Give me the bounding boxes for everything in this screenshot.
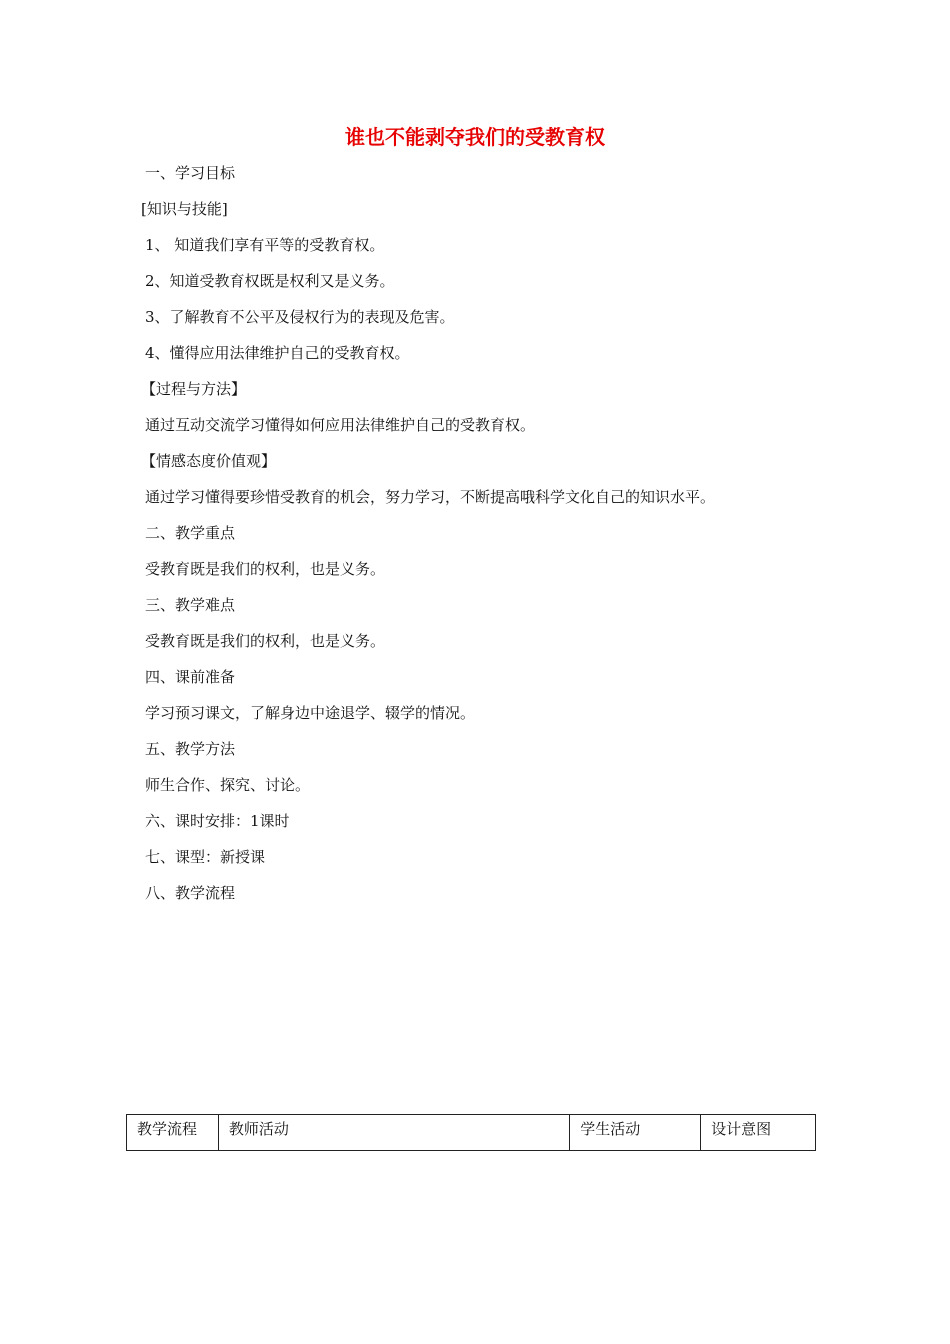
header-cell-teacher-activity: 教师活动 (218, 1115, 569, 1151)
table-header-row (127, 1115, 816, 1151)
process-method-text: 通过互动交流学习懂得如何应用法律维护自己的受教育权。 (145, 416, 536, 434)
section-heading-lesson-type: 七、课型：新授课 (145, 848, 266, 866)
header-cell-design-intent: 设计意图 (701, 1115, 816, 1151)
header-cell-student-activity: 学生活动 (570, 1115, 701, 1151)
header-cell-flow: 教学流程 (127, 1115, 219, 1151)
preparation-text: 学习预习课文，了解身边中途退学、辍学的情况。 (145, 704, 476, 722)
objective-item-4: 4、懂得应用法律维护自己的受教育权。 (145, 344, 410, 362)
section-heading-difficulty: 三、教学难点 (145, 596, 236, 614)
method-text: 师生合作、探究、讨论。 (145, 776, 311, 794)
objective-item-1: 1、 知道我们享有平等的受教育权。 (145, 236, 385, 254)
document-title: 谁也不能剥夺我们的受教育权 (345, 125, 605, 149)
objective-item-3: 3、了解教育不公平及侵权行为的表现及危害。 (145, 308, 455, 326)
subheading-process-method: 【过程与方法】 (141, 380, 247, 398)
teaching-flow-table (126, 1114, 816, 1151)
section-heading-method: 五、教学方法 (145, 740, 236, 758)
subheading-attitude-values: 【情感态度价值观】 (141, 452, 277, 470)
attitude-values-text: 通过学习懂得要珍惜受教育的机会，努力学习，不断提高哦科学文化自己的知识水平。 (145, 488, 716, 506)
difficulty-text: 受教育既是我们的权利，也是义务。 (145, 632, 386, 650)
section-heading-flow: 八、教学流程 (145, 884, 236, 902)
key-point-text: 受教育既是我们的权利，也是义务。 (145, 560, 386, 578)
objective-item-2: 2、知道受教育权既是权利又是义务。 (145, 272, 395, 290)
section-heading-schedule: 六、课时安排：1课时 (145, 812, 290, 830)
subheading-knowledge-skills: [知识与技能] (141, 200, 228, 218)
section-heading-key-point: 二、教学重点 (145, 524, 236, 542)
section-heading-objectives: 一、学习目标 (145, 164, 236, 182)
section-heading-preparation: 四、课前准备 (145, 668, 236, 686)
